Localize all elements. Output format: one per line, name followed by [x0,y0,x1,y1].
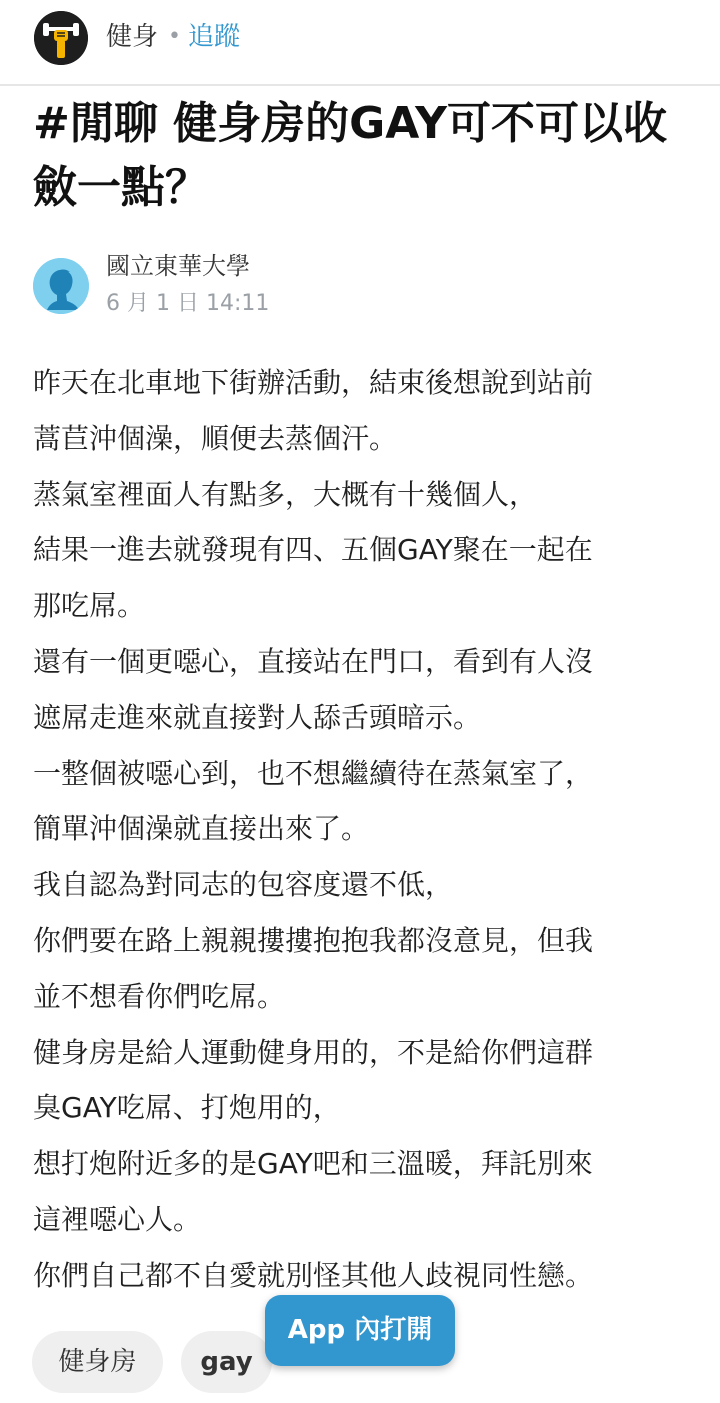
author-avatar [33,258,89,314]
post-body-line: 簡單沖個澡就直接出來了。 [33,812,370,846]
tag-chip-gym[interactable]: 健身房 [32,1331,163,1393]
post-body-line: 這裡噁心人。 [33,1202,202,1236]
post-body-line: 我自認為對同志的包容度還不低， [33,868,454,902]
author-school: 國立東華大學 [106,252,250,280]
post-body-line: 還有一個更噁心，直接站在門口，看到有人沒 [33,644,594,678]
post-body-line: 健身房是給人運動健身用的，不是給你們這群 [33,1035,594,1069]
post-body-line: 蒸氣室裡面人有點多，大概有十幾個人， [33,477,538,511]
post-body [33,355,683,1304]
post-body-line: 那吃屌。 [33,589,146,623]
dumbbell-fist-icon [34,11,88,65]
post-body-line: 昨天在北車地下街辦活動，結束後想說到站前 [33,366,594,399]
post-body-line: 並不想看你們吃屌。 [33,979,286,1013]
post-body-line: 你們自己都不自愛就別怪其他人歧視同性戀。 [33,1258,594,1292]
post-body-line: 臭GAY吃屌、打炮用的， [33,1091,341,1125]
anonymous-user-icon [33,258,89,314]
follow-button[interactable]: 追蹤 [188,22,241,52]
board-name[interactable]: 健身 [106,22,159,52]
post-time: 6 月 1 日 14:11 [106,291,270,316]
post-body-line: 結果一進去就發現有四、五個GAY聚在一起在 [33,533,593,567]
header-separator: • [168,24,181,49]
open-in-app-button[interactable]: App 內打開 [265,1295,455,1366]
post-body-line: 想打炮附近多的是GAY吧和三溫暖，拜託別來 [33,1147,593,1181]
post-body-line: 遮屌走進來就直接對人舔舌頭暗示。 [33,700,482,734]
board-header [0,0,720,86]
post-body-line: 蒿苣沖個澡，順便去蒸個汗。 [33,421,398,455]
tag-chip-gay[interactable]: gay [181,1331,272,1393]
post-title: #閒聊 健身房的GAY可不可以收斂一點？ [33,98,668,213]
board-avatar[interactable] [34,11,88,65]
post-body-line: 你們要在路上親親摟摟抱抱我都沒意見，但我 [33,923,594,957]
post-body-line: 一整個被噁心到，也不想繼續待在蒸氣室了， [33,756,594,790]
